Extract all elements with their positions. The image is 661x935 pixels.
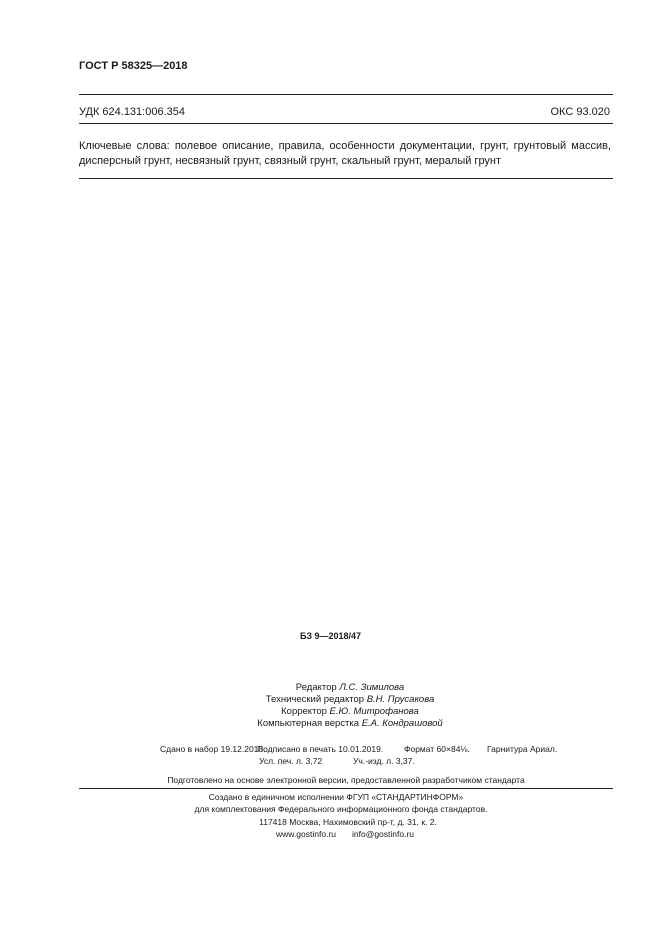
udk-divider xyxy=(79,123,613,124)
staff-name: Е.А. Кондрашовой xyxy=(361,718,443,729)
staff-editor xyxy=(0,682,661,693)
staff-role: Компьютерная верстка xyxy=(257,718,360,729)
print-sheets: Усл. печ. л. 3,72 xyxy=(259,756,323,766)
staff-role: Редактор xyxy=(295,682,337,693)
staff-layout xyxy=(0,718,661,729)
prepared-note: Подготовлено на основе электронной версии, предоставленной разработчиком стандарта xyxy=(167,775,525,785)
standard-number: ГОСТ Р 58325—2018 xyxy=(79,60,188,72)
print-format: Формат 60×84⅛. xyxy=(404,744,470,754)
publisher-line2: для комплектования Федерального информационного фонда стандартов. xyxy=(194,804,488,814)
bz-number: БЗ 9—2018/47 xyxy=(299,631,362,641)
keywords-divider xyxy=(79,178,613,179)
print-pub-sheets: Уч.-изд. л. 3,37. xyxy=(353,756,415,766)
staff-role: Корректор xyxy=(281,706,327,717)
publisher-line1: Создано в единичном исполнении ФГУП «СТАНДАРТИНФОРМ» xyxy=(208,792,464,802)
staff-name: Е.Ю. Митрофанова xyxy=(329,706,419,717)
udk-code: УДК 624.131:006.354 xyxy=(79,106,185,118)
print-submitted: Сдано в набор 19.12.2018. xyxy=(160,744,266,754)
staff-role: Технический редактор xyxy=(265,694,365,705)
staff-corrector xyxy=(0,706,661,717)
publisher-email: info@gostinfo.ru xyxy=(352,829,415,839)
publisher-address: 117418 Москва, Нахимовский пр-т, д. 31, к. 2. xyxy=(259,817,437,827)
print-signed: Подписано в печать 10.01.2019. xyxy=(257,744,384,754)
publisher-divider xyxy=(79,788,613,789)
staff-name: В.Н. Прусакова xyxy=(366,694,435,705)
staff-name: Л.С. Зимилова xyxy=(339,682,405,693)
oks-code: ОКС 93.020 xyxy=(550,106,610,118)
keywords: Ключевые слова: полевое описание, правила, особенности документации, грунт, грунтовый массив, дисперсный грунт, несвязный грунт, связный грунт, скальный грунт, мералый грунт xyxy=(79,140,611,167)
print-typeface: Гарнитура Ариал. xyxy=(487,744,558,754)
publisher-site: www.gostinfo.ru xyxy=(276,829,336,839)
top-divider xyxy=(79,94,613,95)
staff-tech-editor xyxy=(0,694,661,705)
